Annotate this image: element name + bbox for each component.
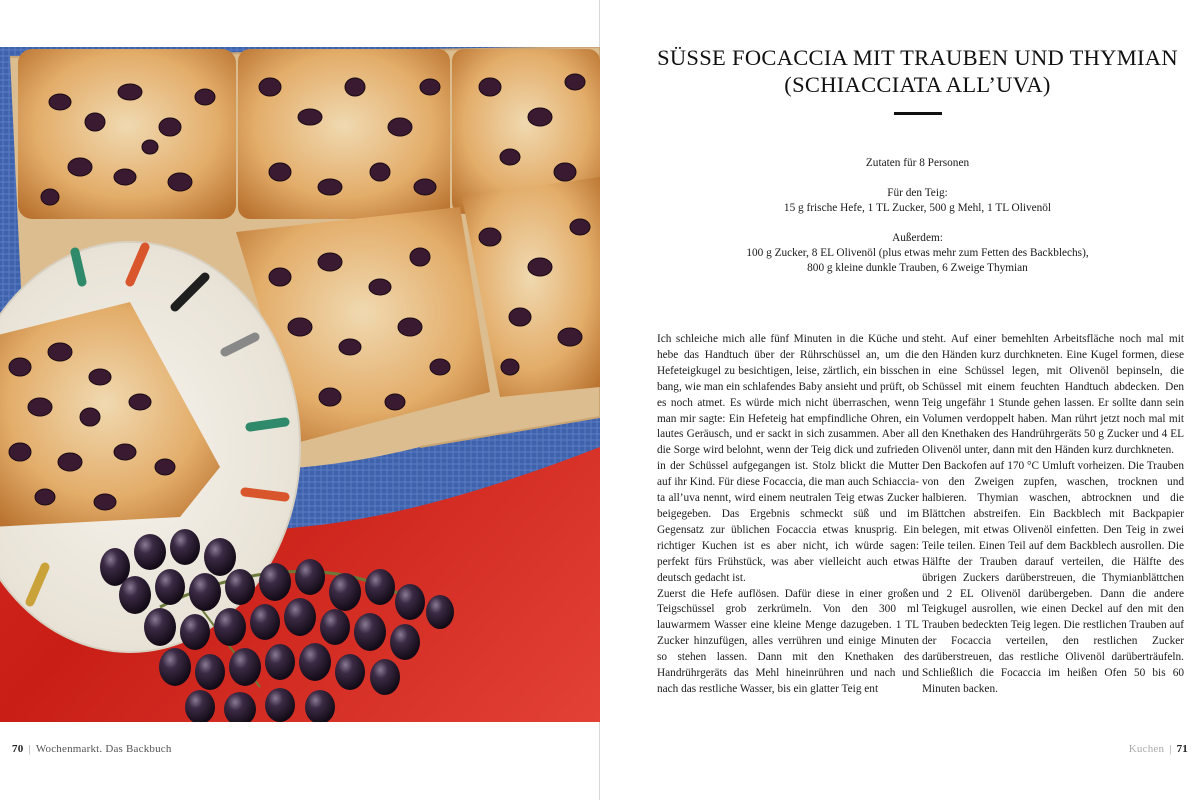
book-title-folio: Wochenmarkt. Das Backbuch: [35, 743, 172, 755]
recipe-title-line-2: (SCHIACCIATA ALL’UVA): [784, 72, 1051, 97]
method-paragraph-2: steht. Auf einer bemehlten Arbeitsfläche noch mal mit den Händen kurz durchkneten. Eine Kugel formen, diese in eine Schüssel legen, mit Olivenöl bepinseln, die Schüssel mit einem feuchten Handtuch abdecken. Den Teig ungefähr 1 Stunde gehen lassen. Er sollte dann sein Volumen verdoppelt haben. Man rührt jetzt noch mal mit den Knethaken des Handrührgeräts 50 g Zucker und 4 EL Olivenöl unter, dann mit den Händen kurz durchkneten.: [922, 333, 1184, 457]
ingredients-block: [640, 156, 1195, 276]
dough-items: 15 g frische Hefe, 1 TL Zucker, 500 g Mehl, 1 TL Olivenöl: [783, 202, 1052, 214]
right-folio: [1129, 743, 1188, 755]
page-number-left: 70: [12, 743, 24, 755]
folio-separator-right: |: [1169, 743, 1172, 755]
focaccia-photo: [0, 47, 600, 722]
page-number-right: 71: [1176, 743, 1188, 755]
section-name-folio: Kuchen: [1128, 743, 1165, 755]
recipe-title-line-1: SÜSSE FOCACCIA MIT TRAUBEN UND THYMIAN: [657, 45, 1178, 70]
body-column-2: [922, 332, 1184, 698]
body-column-1: [657, 332, 919, 698]
method-paragraph-3: Den Backofen auf 170 °C Umluft vorheizen. Die Trauben von den Zweigen zupfen, waschen, trocknen und halbieren. Thymian waschen, abtrocknen und die Blättchen abstreifen. Ein Backblech mit Backpapier belegen, mit etwas Olivenöl einfetten. Den Teig in zwei Teile teilen. Einen Teil auf dem Backblech ausrollen. Die Hälfte der Trauben darauf verteilen, die Hälfte des übrigen Zuckers darüberstreuen, die Thymianblättchen und 2 EL Olivenöl darübergeben. Dann die andere Teigkugel ausrollen, wie einen Deckel auf den mit den Trauben bedeckten Teig legen. Die restlichen Trauben auf der Focaccia verteilen, den restlichen Zucker darüberstreuen, das restliche Olivenöl darüberträufeln. Schließlich die Focaccia im heißen Ofen 50 bis 60 Minuten backen.: [922, 460, 1184, 695]
servings-line: Zutaten für 8 Personen: [865, 157, 970, 169]
extra-items-line-2: 800 g kleine dunkle Trauben, 6 Zweige Thymian: [807, 262, 1028, 274]
extra-items-line-1: 100 g Zucker, 8 EL Olivenöl (plus etwas mehr zum Fetten des Backblechs),: [746, 247, 1089, 259]
intro-paragraph: Ich schleiche mich alle fünf Minuten in die Küche und hebe das Handtuch über der Rührschüssel an, um die Hefeteigkugel zu besichtigen, leise, zärtlich, ein bisschen bang, wie man ein schlafendes Baby ansieht und prüft, ob es noch atmet. Es würde mich nicht überraschen, wenn man mir sagte: Ein Hefeteig hat empfindliche Ohren, ein lautes Geräusch, und er sackt in sich zusammen. Aber all die Sorge wird belohnt, wenn der Teig dick und zufrieden in der Schüssel aufgegangen ist. Stolz blickt die Mutter auf ihr Kind. Für diese Focaccia, die man auch Schiacciata all’uva nennt, wird einem neutralen Teig etwas Zucker beigegeben. Das Ergebnis schmeckt süß und im Gegensatz zur üblichen Focaccia etwas knusprig. Ein richtiger Kuchen ist es aber nicht, ich würde sagen: perfekt fürs Frühstück, was aber vielleicht auch etwas deutsch gedacht ist.: [657, 333, 919, 584]
recipe-title: [640, 44, 1195, 98]
title-rule: [894, 112, 942, 115]
folio-separator-left: |: [28, 743, 31, 755]
extra-heading: Außerdem:: [892, 232, 943, 244]
method-paragraph-1: Zuerst die Hefe auflösen. Dafür diese in einer großen Teigschüssel grob zerkrümeln. Von den 300 ml lauwarmem Wasser eine kleine Menge dazugeben. 1 TL Zucker hinzufügen, alles verrühren und einige Minuten so stehen lassen. Dann mit den Knethaken des Handrührgeräts das Mehl hineinrühren und nach und nach das restliche Wasser, bis ein glatter Teig ent: [657, 587, 919, 695]
left-folio: [12, 743, 172, 755]
dough-heading: Für den Teig:: [887, 187, 948, 199]
recipe-title-block: [640, 44, 1195, 115]
